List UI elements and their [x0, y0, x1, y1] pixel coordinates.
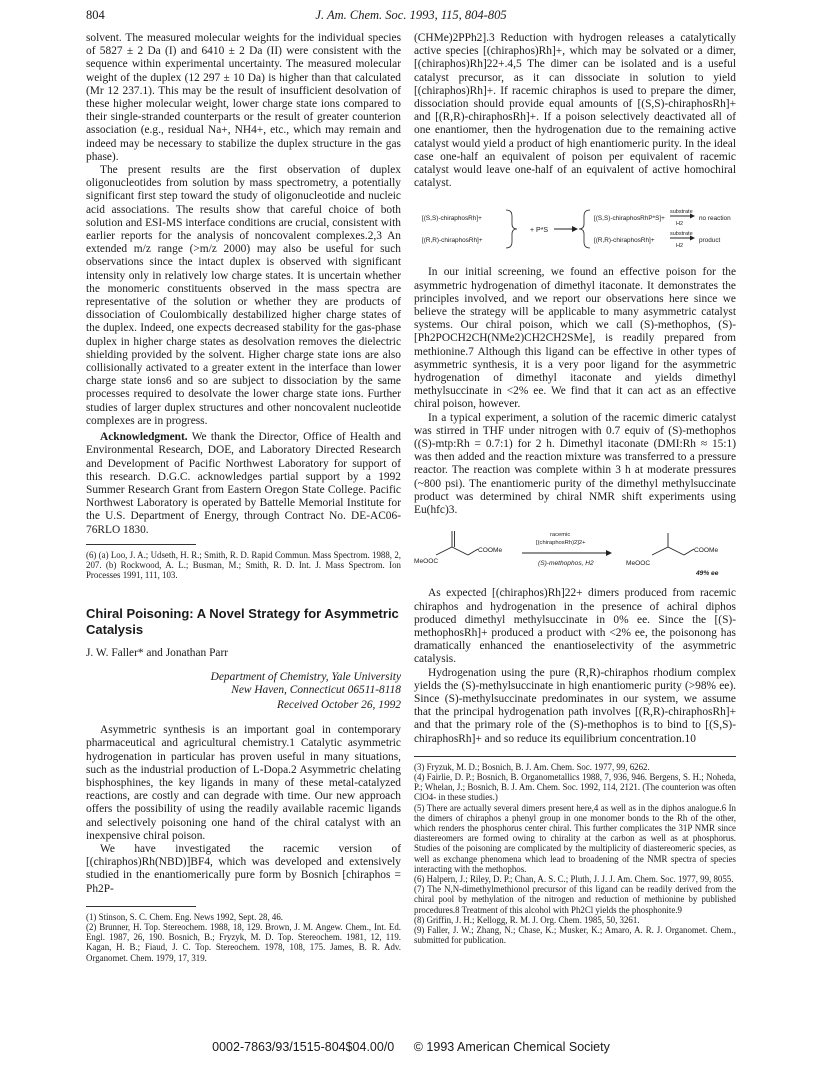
body-paragraph: Asymmetric synthesis is an important goal in contemporary pharmaceutical and agricultural chemistry.1 Catalytic asymmetric hydrogenation in particular has proven useful in many situations, such as the industrial production of L-Dopa.2 Asymmetric chelating bisphosphines, the key ligands in many of these metal-catalyzed reactions, are costly and can degrade with time. Our new approach offers the possibility of using the readily available racemic ligands and selectively poisoning one hand of the chiral catalyst with an inexpensive chiral poison. — [86, 724, 401, 842]
scheme-catalyst-label: [(chiraphosRh)2]2+ — [536, 540, 586, 547]
scheme-h2-label: H2 — [676, 221, 684, 228]
footnotes — [86, 550, 401, 581]
footnote: (1) Stinson, S. C. Chem. Eng. News 1992, Sept. 28, 46. — [86, 911, 283, 922]
copyright-notice: © 1993 American Chemical Society — [413, 1040, 610, 1054]
footnote: (5) There are actually several dimers present here,4 as well as in the diphos analogue.6 In the dimers of chiraphos a phenyl group in one monomer bonds to the Rh of the other, which renders the phosphorus center chiral. This further complicates the 31P NMR since diastereomers are formed owing to chirality at the carbon as well as at phosphorus. Studies of the poisoning are complicated by the multiplicity of diastereomeric species, as well as exchange phenomena which lead to broadening of the NMR spectra of species interacting with the methophos. — [414, 802, 736, 874]
left-column — [86, 32, 401, 963]
footnotes — [86, 912, 401, 963]
scheme-substrate-label: substrate — [670, 209, 693, 216]
article-title: Chiral Poisoning: A Novel Strategy for Asymmetric Catalysis — [86, 606, 399, 637]
product-ester-left: MeOOC — [626, 560, 651, 568]
acknowledgment-text: We thank the Director, Office of Health and Environmental Research, DOE, and Laboratory Directed Research and Development of Pacific Northwest Laboratory for support of this research. D.G.C. acknowledges partial support by a 1992 Summer Research Grant from Eastern Oregon State College. Pacific Northwest Laboratory is operated by Battelle Memorial Institute for the U.S. Department of Energy, through Contract No. DE-AC06-76RLO 1830. — [86, 431, 401, 536]
reactant-ester-left: MeOOC — [414, 558, 439, 566]
acknowledgment-label: Acknowledgment. — [100, 431, 188, 444]
scheme-h2-label: H2 — [676, 243, 684, 250]
body-paragraph: solvent. The measured molecular weights for the individual species of 5827 ± 2 Da (I) and 6410 ± 2 Da (II) were consistent with the sequence within experimental uncertainty. The measured molecular weight of the duplex (12 297 ± 10 Da) is higher than that calculated (Mr 12 237.1). This may be the result of insufficient desolvation of these higher molecular weight, lower charge state ions compared to their single-stranded counterparts or the result of greater counterion association (e.g., residual Na+, NH4+, etc., which may remain and indeed may be necessary to stabilize the duplex structure in the gas phase). — [86, 32, 401, 163]
footnote-rule — [86, 544, 196, 545]
footnote: (7) The N,N-dimethylmethionol precursor of this ligand can be readily derived from the chiral pool by methylation of the nitrogen and reduction of methionine by published procedures.8 Treatment of this alcohol with Ph2Cl yields the phosphonite.9 — [414, 884, 736, 915]
right-column — [414, 32, 736, 945]
affiliation-line: New Haven, Connecticut 06511-8118 — [231, 683, 401, 696]
scheme-no-reaction: no reaction — [699, 215, 731, 223]
footnote: (2) Brunner, H. Top. Stereochem. 1988, 18, 129. Brown, J. M. Angew. Chem., Int. Ed. Engl. 1987, 26, 190. Bosnich, B.; Fryzyk, M. D. Top. Stereochem. 1981, 12, 119. Kagan, H. B.; Fiaud, J. C. Top. Stereochem. 1978, 108, 175. James, B. R. Adv. Organomet. Chem. 1979, 17, 319. — [86, 921, 401, 963]
poisoning-scheme — [414, 202, 736, 256]
body-paragraph: We have investigated the racemic version of [(chiraphos)Rh(NBD)]BF4, which was developed and extensively studied in the enantiomerically pure form by Bosnich [chiraphos = Ph2P- — [86, 842, 401, 895]
received-date: Received October 26, 1992 — [277, 698, 401, 711]
article-code: 0002-7863/93/1515-804$04.00/0 — [212, 1040, 395, 1054]
journal-citation: J. Am. Chem. Soc. 1993, 115, 804-805 — [315, 8, 507, 22]
footnote: (4) Fairlie, D. P.; Bosnich, B. Organometallics 1988, 7, 936, 946. Bergens, S. H.; Noheda, P.; Whelan, J.; Bosnich, B. J. Am. Chem. Soc. 1992, 114, 2121. (The counterion was often ClO4- in these studies.) — [414, 771, 736, 803]
scheme-ee: 49% ee — [696, 570, 719, 578]
footnote: (6) (a) Loo, J. A.; Udseth, H. R.; Smith, R. D. Rapid Commun. Mass Spectrom. 1988, 2, 207. (b) Rockwood, A. L.; Busman, M.; Smith, R. D. Int. J. Mass Spectrom. Ion Processes 1991, 111, 103. — [86, 549, 401, 581]
scheme-rr-catalyst: [(R,R)-chiraphosRh]+ — [422, 237, 483, 245]
footnotes — [414, 762, 736, 946]
footnote: (6) Halpern, J.; Riley, D. P.; Chan, A. S. C.; Pluth, J. J. J. Am. Chem. Soc. 1977, 99, 8055. — [414, 873, 734, 884]
footnote-rule — [414, 756, 736, 757]
body-paragraph: Hydrogenation using the pure (R,R)-chiraphos rhodium complex yields the (S)-methylsuccinate in high enantiomeric purity (>98% ee). Since (S)-methylsuccinate predominates in our system, we assume that the principal hydrogenation path involves [(R,R)-chiraphosRh]+ and that the primary role of the (S)-methophos is to bind to [(S,S)-chiraphosRh]+ and so reduce its equilibrium concentration.10 — [414, 666, 736, 745]
page-footer — [86, 1040, 736, 1054]
scheme-product: product — [699, 237, 721, 245]
footnote: (3) Fryzuk, M. D.; Bosnich, B. J. Am. Chem. Soc. 1977, 99, 6262. — [414, 761, 650, 772]
body-paragraph: The present results are the first observation of duplex oligonucleotides from solution by mass spectrometry, a potentially significant first step toward the study of oligonucleotide and nucleic acid associations. The results show that careful choice of both solution and ESI-MS interface conditions are crucial, consistent with earlier reports for the analysis of noncovalent complexes.2,3 An extended m/z range (>m/z 2000) may also be useful for such observations since the intact duplex is observed with significant intensity only in relatively low charge states. It is uncertain whether the monomeric constituents observed in the mass spectra are representative of the solution or whether they are products of dissociation of Coulombically destabilized higher charge states of the duplex. Indeed, one expects decreased stability for the gas-phase duplex in higher charge states as desolvation removes the dielectric shielding provided by the solvent. Higher charge state ions are also collisionally activated to a greater extent in the interface than lower charge state ions6 and so are subject to dissociation by the same processes required to desolvate the lower charge state ions. Further studies of larger duplex structures and other noncovalent nucleotide complexes are in progress. — [86, 164, 401, 427]
body-paragraph: As expected [(chiraphos)Rh]22+ dimers produced from racemic chiraphos and hydrogenation in the presence of achiral diphos produced dimethyl methylsuccinate in 0% ee. Since the [(S)-methophosRh]+ produced a product with <2% ee, the poisonong has dramatically enhanced the enantioselectivity of the asymmetric catalysis. — [414, 587, 736, 666]
product-ester-right: COOMe — [694, 547, 719, 555]
article-authors: J. W. Faller* and Jonathan Parr — [86, 647, 229, 660]
scheme-drawing — [414, 525, 736, 579]
reactant-ester-right: COOMe — [478, 547, 503, 555]
acknowledgment — [86, 431, 401, 537]
body-paragraph: In a typical experiment, a solution of the racemic dimeric catalyst was stirred in THF under nitrogen with 0.7 equiv of (S)-methophos ((S)-mtp:Rh = 0.7:1) for 2 h. Dimethyl itaconate (DMI:Rh ≈ 15:1) was then added and the reaction mixture was transferred to a pressure reactor. The reaction was complete within 3 h at moderate pressures (~800 psi). The enantiomeric purity of the dimethyl methylsuccinate product was determined by chiral NMR shift experiments using Eu(hfc)3. — [414, 411, 736, 517]
body-paragraph: In our initial screening, we found an effective poison for the asymmetric hydrogenation of dimethyl itaconate. It demonstrates the principles involved, and we report our observations here since we believe the strategy will be applicable to many asymmetric catalyst systems. Our chiral poison, which we call (S)-methophos, (S)-[Ph2POCH2CH(NMe2)CH2CH2SMe], is readily prepared from methionine.7 Although this ligand can be effective in other types of asymmetric synthesis, it is a very poor ligand for the asymmetric hydrogenation of dimethyl itaconate and yields dimethyl methylsuccinate in <2% ee. We find that it can act as an effective chiral poison, however. — [414, 266, 736, 411]
page-number: 804 — [86, 8, 105, 22]
footnote-rule — [86, 906, 196, 907]
scheme-substrate-label: substrate — [670, 231, 693, 238]
scheme-ss-catalyst: [(S,S)-chiraphosRh]+ — [422, 215, 482, 223]
body-paragraph: (CHMe)2PPh2].3 Reduction with hydrogen releases a catalytically active species [(chiraphos)Rh]+, which may be solvated or a dimer, [(chiraphos)Rh]22+.4,5 The dimer can be isolated and is a useful catalyst precursor, as it can dissociate in solution to yield [(chiraphos)Rh]+. If racemic chiraphos is used to prepare the dimer, dissociation should provide equal amounts of [(S,S)-chiraphosRh]+ and [(R,R)-chiraphosRh]+. If a poison selectively deactivated all of one enantiomer, then the hydrogenation due to the remaining active catalyst would yield a product of high enantiomeric purity. In the ideal case one-half an equivalent of poison per equivalent of racemic catalyst would leave one-half of an equivalent of active homochiral catalyst. — [414, 32, 736, 190]
affiliation-line: Department of Chemistry, Yale University — [210, 670, 401, 683]
footnote: (9) Faller, J. W.; Zhang, N.; Chase, K.; Musker, K.; Amaro, A. R. J. Organomet. Chem., submitted for publication. — [414, 924, 736, 946]
scheme-racemic-label: racemic — [550, 532, 571, 539]
scheme-conditions: (S)-methophos, H2 — [538, 560, 594, 568]
scheme-rr-active: [(R,R)-chiraphosRh]+ — [594, 237, 655, 245]
page-header — [86, 8, 736, 26]
footnote: (8) Griffin, J. H.; Kellogg, R. M. J. Org. Chem. 1985, 50, 3261. — [414, 914, 640, 925]
hydrogenation-scheme — [414, 525, 736, 579]
scheme-ss-poisoned: [(S,S)-chiraphosRhP*S]+ — [594, 215, 665, 223]
scheme-poison: + P*S — [530, 227, 549, 235]
